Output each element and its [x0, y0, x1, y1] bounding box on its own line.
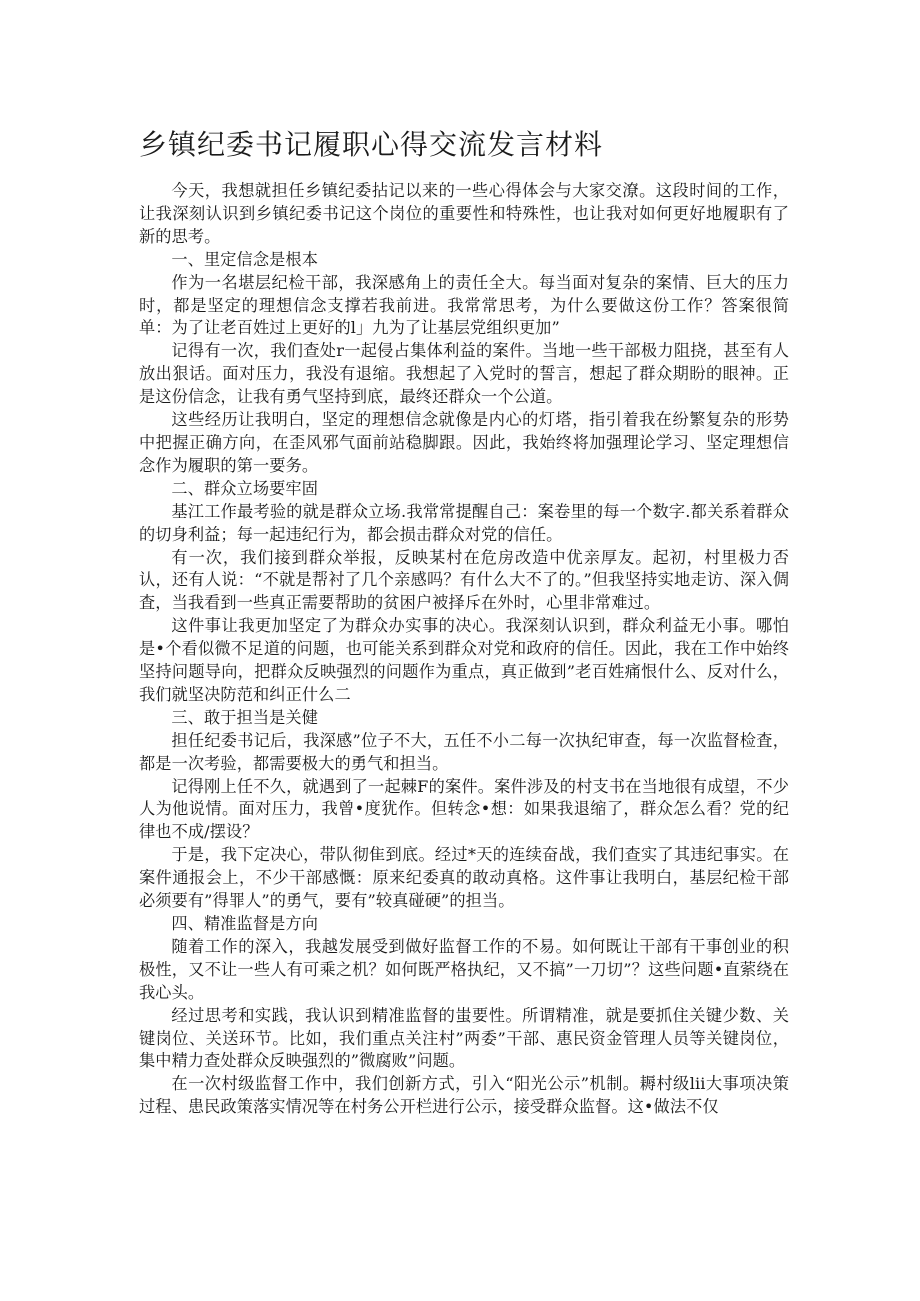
- document-body: [139, 180, 789, 1119]
- section-heading-1: 一、里定信念是根本: [171, 249, 318, 269]
- document-title: 乡镇纪委书记履职心得交流发言材料: [139, 128, 604, 161]
- paragraph: 随着工作的深入，我越发展受到做好监督工作的不易。如何既让干部有干事创业的积极性，又不让一些人有可乘之机？如何既严格执纪，又不搞”一刀切”？这些问题•直萦绕在我心头。: [139, 936, 789, 1002]
- section-heading-4: 四、精准监督是方向: [171, 914, 318, 933]
- section-heading-2: 二、群众立场要牢固: [171, 478, 318, 498]
- paragraph: 经过思考和实践，我认识到精准监督的蚩要性。所谓精准，就是要抓住关键少数、关键岗位、关送环节。比如，我们重点关注村”两委”干部、惠民资金管理人员等关键岗位，集中精力查处群众反映强烈的”微腐败”问题。: [139, 1005, 789, 1071]
- paragraph: 在一次村级监督工作中，我们创新方式，引入“阳光公示”机制。耨村级lii大事项决策过程、患民政策落实情况等在村务公开栏进行公示，接受群众监督。这•做法不仅: [139, 1074, 789, 1117]
- paragraph: 记得刚上任不久，就遇到了一起棘F的案件。案件涉及的村支书在当地很有成望，不少人为他说情。面对压力，我曾•度犹作。但转念•想：如果我退缩了，群众怎么看？党的纪律也不成/摆设？: [139, 776, 789, 842]
- paragraph: 担任纪委书记后，我深感”位子不大，五任不小二每一次执纪审查，每一次监督检査，都是一次考验，都需要极大的勇气和担当。: [139, 730, 789, 773]
- section-heading-3: 三、敢于担当是关健: [171, 707, 318, 727]
- paragraph: 有一次，我们接到群众举报，反映某村在危房改造中优亲厚友。起初，村里极力否认，还有人说：“不就是帮衬了几个亲感吗？有什么大不了的。”但我坚持实地走访、深入倜査，当我看到一些真正需要帮助的贫困户被择斥在外时，心里非常难过。: [139, 547, 789, 613]
- paragraph: 这些经历让我明白，坚定的理想信念就像是内心的灯塔，指引着我在纷繁复杂的形势中把握正确方向，在歪风邪气面前站稳脚跟。因此，我始终将加强理论学习、坚定理想信念作为履职的第一要务。: [139, 410, 789, 475]
- paragraph-intro: 今天，我想就担任乡镇纪委拈记以来的一些心得体会与大家交潦。这段时间的工作，让我深刻认识到乡镇纪委书记这个岗位的重要性和特殊性，也让我对如何更好地履职有了新的思考。: [139, 181, 789, 246]
- paragraph: 记得有一次，我们查处r一起侵占集体利益的案件。当地一些干部极力阻挠，甚至有人放出狠话。面对压力，我没有退缩。我想起了入党时的誓言，想起了群众期盼的眼神。正是这份信念，让我有勇气坚持到底，最终还群众一个公道。: [139, 341, 789, 407]
- paragraph: 基江工作最考验的就是群众立场.我常常提醒自己：案卷里的每一个数字.都关系着群众的切身利益；每一起违纪行为，都会损击群众对党的信任。: [139, 501, 789, 544]
- paragraph: 于是，我下定决心，带队彻隹到底。经过*天的连续奋战，我们查实了其违纪事实。在案件通报会上，不少干部感慨：原来纪委真的敢动真格。这件事让我明白，基层纪检干部必须要有”得罪人”的勇气，要有”较真碰硬”的担当。: [139, 845, 789, 911]
- paragraph: 作为一名堪层纪检干部，我深感角上的责任全大。每当面对复杂的案情、巨大的压力时，都是坚定的理想信念支撑若我前进。我常常思考，为什么要做这份工作？答案很简单：为了让老百姓过上更好的l」九为了让基层党组织更加”: [139, 272, 789, 338]
- paragraph: 这件事让我更加坚定了为群众办实事的决心。我深刻认识到，群众利益无小事。哪怕是•个看似微不足道的问题，也可能关系到群众对党和政府的信任。因此，我在工作中始终坚持问题导向，把群众反映强烈的问题作为重点，真正做到”老百姓痛恨什么、反对什么，我们就坚决防范和纠正什么二: [139, 616, 789, 704]
